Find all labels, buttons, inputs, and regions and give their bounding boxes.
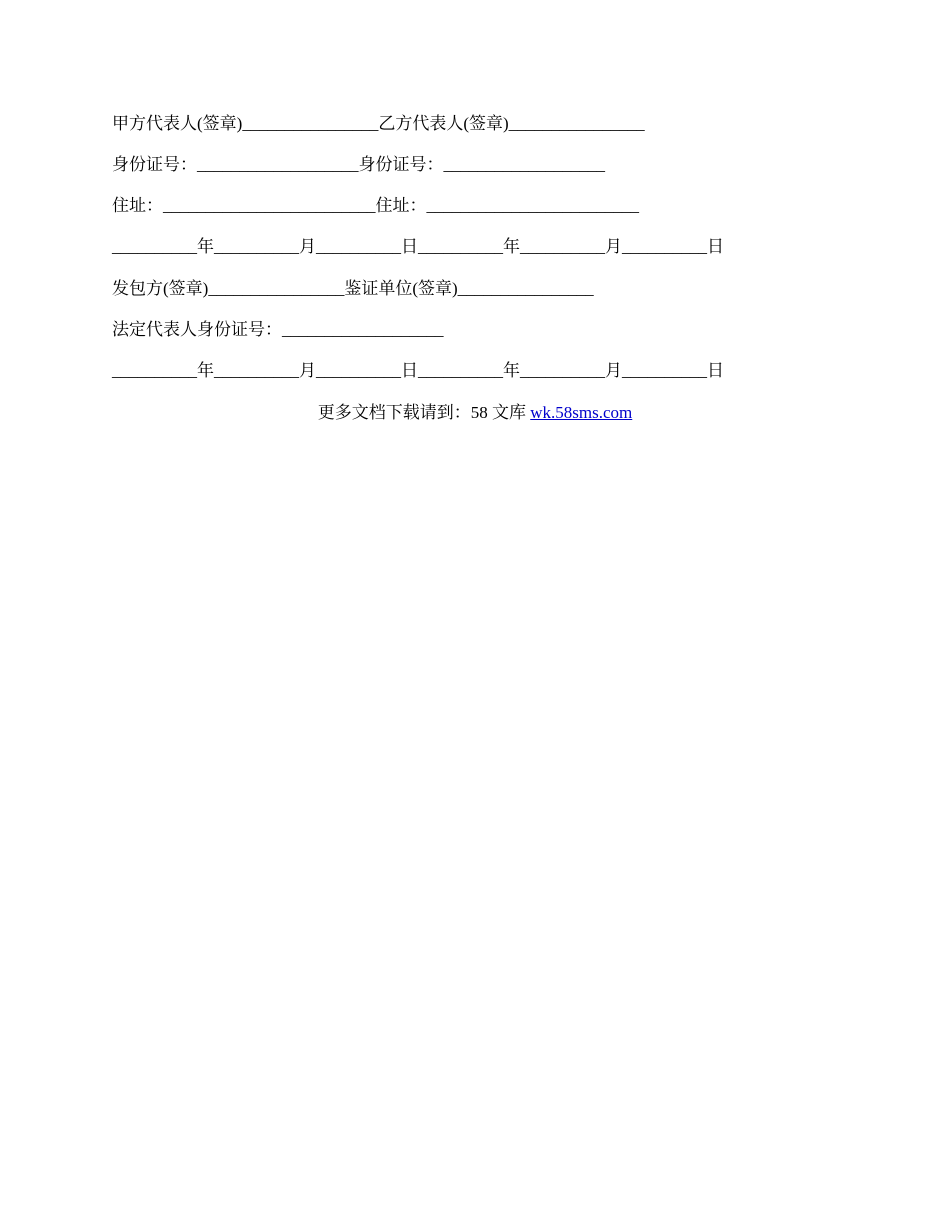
footer-download-note — [0, 401, 950, 425]
address-line: 住址：_________________________住址：_________________________ — [112, 196, 639, 215]
contractor-verification-signature-line: 发包方(签章)________________鉴证单位(签章)________________ — [112, 279, 594, 298]
footer-text: 更多文档下载请到：58 文库 — [317, 403, 531, 422]
party-representatives-signature-line: 甲方代表人(签章)________________乙方代表人(签章)________________ — [112, 114, 645, 133]
legal-representative-id-line: 法定代表人身份证号：___________________ — [112, 320, 444, 339]
id-number-line: 身份证号：___________________身份证号：___________________ — [112, 155, 605, 174]
date-line: __________年__________月__________日__________年__________月__________日 — [112, 237, 724, 256]
footer-link[interactable]: wk.58sms.com — [530, 403, 633, 422]
date-line-second: __________年__________月__________日__________年__________月__________日 — [112, 361, 724, 380]
